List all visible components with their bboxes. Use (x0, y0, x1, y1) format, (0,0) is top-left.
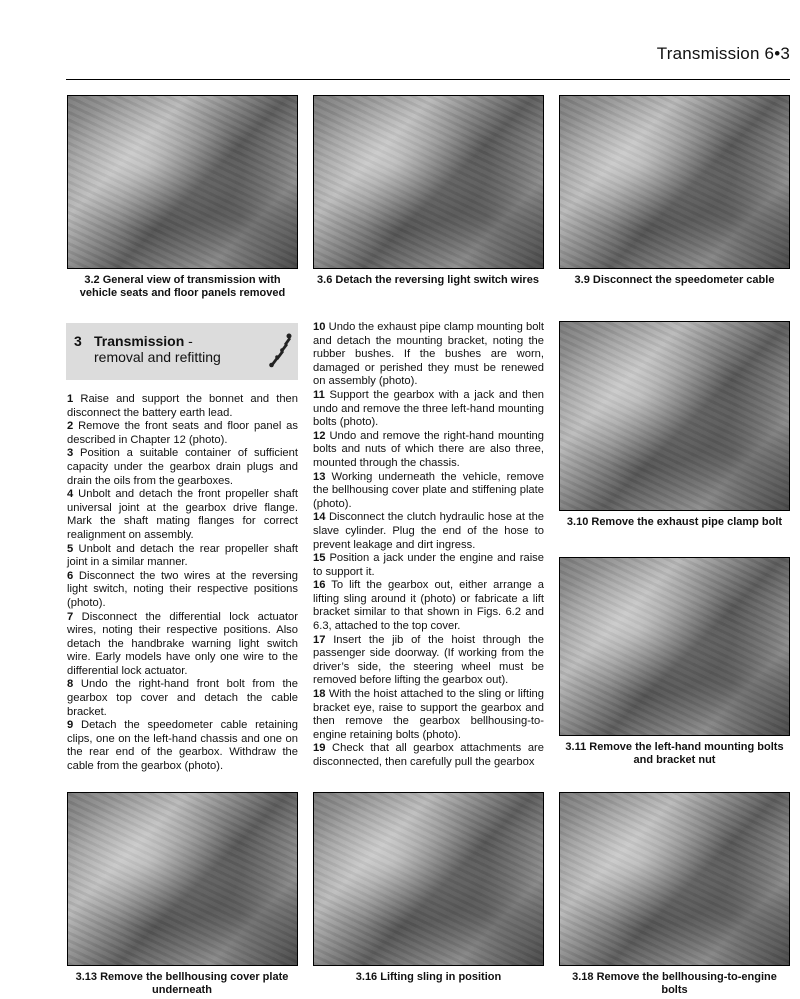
photo-3-18 (559, 792, 790, 966)
step-text: Undo the right-hand front bolt from the gearbox top cover and detach the cable bracket. (67, 678, 298, 718)
caption-3-18 (557, 971, 792, 997)
step-number: 16 (313, 579, 326, 592)
step-text: Position a jack under the engine and raise to support it. (313, 552, 544, 578)
step-paragraph (313, 511, 544, 552)
step-text: To lift the gearbox out, either arrange a lifting sling around it (photo) or fabricate a lift bracket similar to that shown in Figs. 6.2 and 6.3, attached to the top cover. (313, 579, 545, 633)
caption-line: 3.16 Lifting sling in position (355, 971, 502, 983)
step-number: 19 (313, 742, 326, 755)
step-number: 17 (313, 633, 326, 646)
caption-line: and bracket nut (633, 754, 716, 766)
step-text: Check that all gearbox attachments are disconnected, then carefully pull the gearbox (313, 742, 544, 768)
section-title-dash: - (188, 333, 193, 349)
step-paragraph (67, 611, 298, 679)
step-paragraph (67, 420, 298, 447)
step-number: 18 (313, 688, 326, 701)
step-number: 1 (67, 393, 74, 405)
step-text: Undo and remove the right-hand mounting bolts and nuts of which there are also three, mounted through the chassis. (313, 429, 544, 469)
photo-3-13 (67, 792, 298, 966)
step-paragraph (67, 678, 298, 719)
caption-line: 3.11 Remove the left-hand mounting bolts (565, 741, 784, 753)
step-paragraph (67, 543, 298, 570)
photo-3-11 (559, 557, 790, 736)
step-paragraph (313, 742, 544, 769)
photo-3-2 (67, 95, 298, 269)
step-paragraph (313, 389, 544, 430)
step-paragraph (313, 579, 544, 633)
step-paragraph (313, 688, 544, 742)
step-paragraph (313, 430, 544, 471)
caption-3-16 (313, 971, 544, 984)
section-subtitle: removal and refitting (94, 349, 221, 365)
caption-line: vehicle seats and floor panels removed (79, 287, 286, 299)
text-column-2 (313, 321, 544, 770)
step-paragraph (313, 552, 544, 579)
caption-3-2 (67, 274, 298, 300)
step-number: 14 (313, 511, 326, 524)
step-number: 3 (67, 447, 74, 460)
step-paragraph (67, 447, 298, 488)
step-number: 10 (313, 321, 326, 333)
step-number: 15 (313, 552, 326, 565)
step-text: Detach the speedometer cable retaining clips, one on the left-hand chassis and one on the rear end of the gearbox. Withdraw the cable from the gearbox (photo). (67, 719, 298, 773)
step-text: With the hoist attached to the sling or lifting bracket eye, raise to support the gearbox and then remove the gearbox bellhousing-to-engine retaining bolts (photo). (313, 688, 545, 741)
step-number: 7 (67, 610, 74, 623)
step-paragraph (313, 634, 544, 688)
section-title (94, 333, 221, 365)
caption-line: 3.9 Disconnect the speedometer cable (574, 274, 775, 286)
section-heading (66, 323, 298, 380)
page-header: Transmission 6•3 (656, 44, 790, 63)
step-text: Disconnect the differential lock actuator wires, noting their respective positions. Also detach the handbrake warning light switch wire. Early models have only one wire to the differential lock actuator. (67, 610, 299, 677)
header-rule (66, 79, 790, 80)
step-number: 2 (67, 420, 74, 433)
caption-line: 3.10 Remove the exhaust pipe clamp bolt (566, 516, 783, 528)
step-text: Working underneath the vehicle, remove the bellhousing cover plate and stiffening plate (photo). (313, 470, 544, 510)
caption-3-13 (62, 971, 302, 997)
step-number: 8 (67, 678, 74, 691)
step-text: Undo the exhaust pipe clamp mounting bolt and detach the mounting bracket, noting the rubber bushes. If the bushes are worn, damaged or perished they must be renewed on assembly (photo). (313, 321, 545, 388)
caption-line: 3.2 General view of transmission with (84, 274, 281, 286)
text-column-1 (67, 393, 298, 774)
caption-3-6 (308, 274, 548, 287)
photo-3-9 (559, 95, 790, 269)
photo-3-16 (313, 792, 544, 966)
step-paragraph (67, 393, 298, 420)
section-title-bold: Transmission (94, 333, 185, 349)
step-text: Support the gearbox with a jack and then undo and remove the three left-hand mounting bolts (photo). (313, 388, 545, 429)
step-text: Unbolt and detach the front propeller shaft universal joint at the gearbox drive flange. Mark the shaft mating flanges for correct realignment on assembly. (67, 488, 298, 541)
step-number: 9 (67, 719, 74, 732)
step-number: 12 (313, 429, 326, 442)
step-text: Insert the jib of the hoist through the passenger side doorway. (If working from the driver’s side, the steering wheel must be removed before lifting the gearbox out). (313, 633, 544, 687)
step-text: Disconnect the two wires at the reversing light switch, noting their respective positions (photo). (67, 569, 298, 609)
step-paragraph (313, 321, 544, 389)
step-paragraph (313, 471, 544, 512)
step-text: Raise and support the bonnet and then disconnect the battery earth lead. (67, 393, 298, 419)
step-paragraph (67, 719, 298, 773)
caption-3-11 (557, 741, 792, 767)
difficulty-spanner-icon (268, 332, 292, 368)
caption-line: 3.13 Remove the bellhousing cover plate (75, 971, 289, 983)
step-number: 13 (313, 470, 326, 483)
photo-3-10 (559, 321, 790, 511)
caption-3-10 (557, 516, 792, 529)
step-text: Remove the front seats and floor panel as described in Chapter 12 (photo). (67, 420, 299, 446)
step-text: Unbolt and detach the rear propeller shaft joint in a similar manner. (67, 542, 298, 569)
caption-line: underneath (152, 984, 212, 996)
step-text: Position a suitable container of sufficient capacity under the gearbox drain plugs and drain the oils from the gearboxes. (67, 447, 298, 487)
step-paragraph (67, 570, 298, 611)
section-number: 3 (74, 333, 82, 349)
photo-3-6 (313, 95, 544, 269)
step-number: 4 (67, 488, 74, 501)
step-paragraph (67, 488, 298, 542)
step-number: 6 (67, 569, 74, 582)
step-text: Disconnect the clutch hydraulic hose at the slave cylinder. Plug the end of the hose to prevent leakage and dirt ingress. (313, 511, 545, 551)
caption-line: 3.6 Detach the reversing light switch wires (317, 274, 539, 286)
caption-line: bolts (661, 984, 688, 996)
step-number: 11 (313, 388, 325, 401)
step-number: 5 (67, 542, 74, 555)
caption-3-9 (559, 274, 790, 287)
caption-line: 3.18 Remove the bellhousing-to-engine (572, 971, 777, 983)
